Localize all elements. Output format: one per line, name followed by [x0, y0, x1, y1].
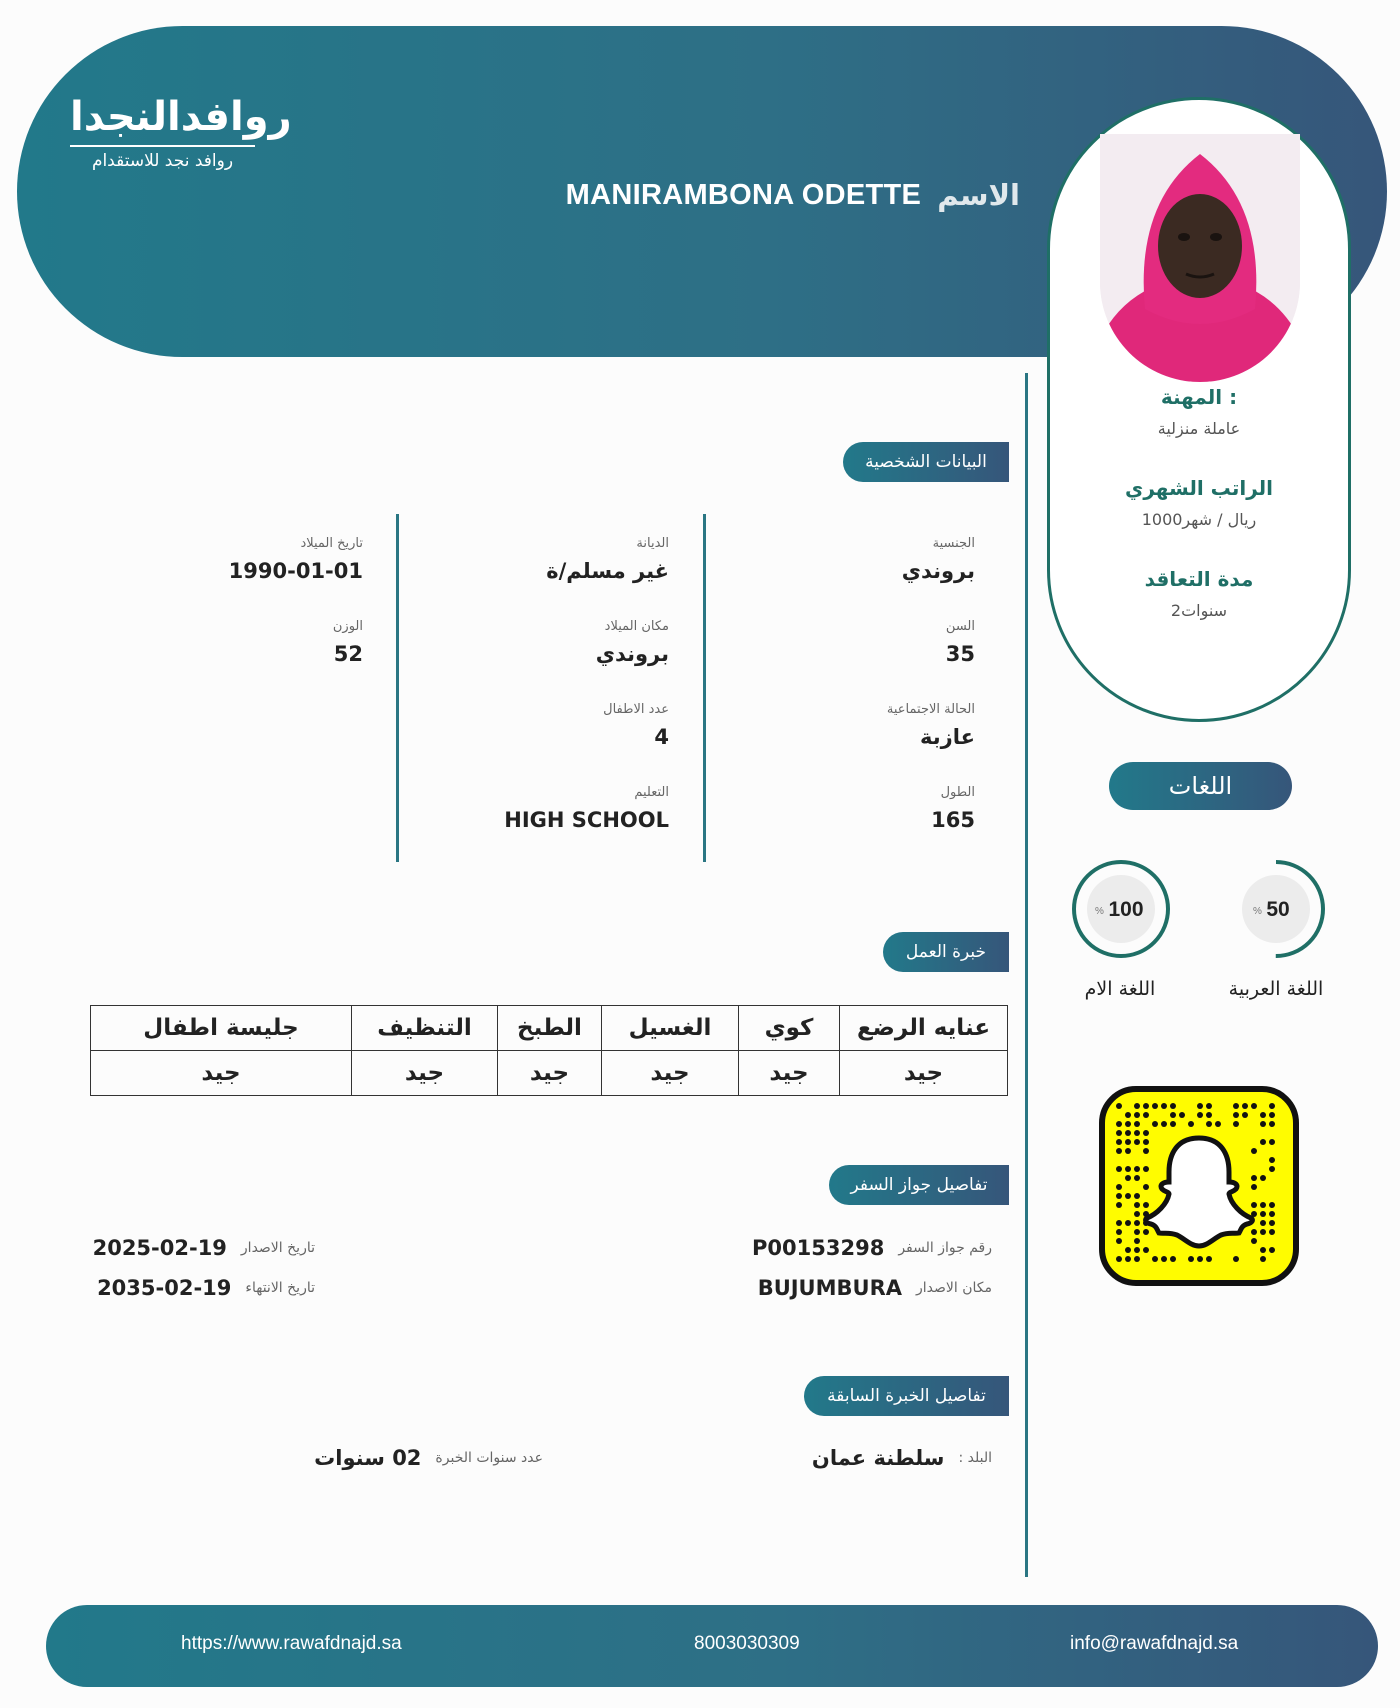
native-language-label: اللغة الام — [1084, 978, 1156, 1000]
field-religion — [546, 536, 669, 583]
field-value: غير مسلم/ة — [546, 559, 669, 583]
field-age — [946, 619, 975, 666]
field-label: الجنسية — [932, 536, 975, 551]
logo-tagline: روافد نجد للاستقدام — [91, 151, 234, 171]
name-row — [566, 178, 1020, 212]
skills-table — [90, 1005, 1008, 1096]
languages-title: اللغات — [1168, 772, 1233, 800]
worker-name: MANIRAMBONA ODETTE — [565, 178, 922, 211]
field-value: بروندي — [595, 642, 669, 666]
field-birthplace — [596, 619, 669, 666]
name-label: الاسم — [937, 178, 1020, 212]
footer-email-link[interactable]: info@rawafdnajd.sa — [1070, 1633, 1239, 1654]
arabic-language-label: اللغة العربية — [1228, 978, 1324, 1000]
previous-country-value: سلطنة عمان — [811, 1446, 945, 1470]
field-label: مكان الميلاد — [604, 619, 669, 634]
section-passport-pill — [829, 1165, 1009, 1205]
skill-rating: جيد — [91, 1051, 352, 1096]
profession-block — [1050, 385, 1348, 438]
salary-value: 1000ريال / شهر — [1141, 510, 1257, 529]
field-label: الحالة الاجتماعية — [886, 702, 975, 717]
previous-years-value: 02 سنوات — [314, 1446, 422, 1470]
field-value: 1990-01-01 — [228, 559, 363, 583]
profile-card — [1047, 97, 1351, 722]
table-row — [91, 1051, 1008, 1096]
passport-issue-row — [93, 1236, 315, 1260]
field-value: 4 — [654, 725, 669, 749]
footer-phone[interactable]: 8003030309 — [694, 1633, 800, 1654]
previous-years-label: عدد سنوات الخبرة — [435, 1450, 543, 1466]
field-weight — [333, 619, 363, 666]
section-passport-title: تفاصيل جواز السفر — [850, 1175, 988, 1195]
skill-header: الغسيل — [602, 1006, 739, 1051]
column-divider — [703, 514, 706, 862]
section-previous-pill — [804, 1376, 1009, 1416]
skill-rating: جيد — [739, 1051, 840, 1096]
field-value: بروندي — [901, 559, 975, 583]
passport-issue-value: 2025-02-19 — [92, 1236, 227, 1260]
skill-rating: جيد — [840, 1051, 1008, 1096]
passport-expiry-value: 2035-02-19 — [97, 1276, 232, 1300]
gauge-unit: % — [1253, 906, 1262, 917]
section-personal-pill — [843, 442, 1009, 482]
skill-header: كوي — [739, 1006, 840, 1051]
field-marital-status — [887, 702, 975, 749]
logo-divider — [70, 145, 255, 147]
gauge-value: 50 — [1266, 898, 1290, 921]
contract-block — [1050, 567, 1348, 620]
field-label: الطول — [940, 785, 975, 800]
skill-rating: جيد — [602, 1051, 739, 1096]
passport-place-value: BUJUMBURA — [757, 1276, 902, 1300]
table-header-row — [91, 1006, 1008, 1051]
timeline-divider — [1025, 373, 1028, 1577]
passport-number-label: رقم جواز السفر — [898, 1240, 992, 1256]
footer-bar — [46, 1605, 1378, 1687]
passport-place-row — [758, 1276, 992, 1300]
profession-value: عاملة منزلية — [1157, 419, 1241, 438]
skill-header: عنايه الرضع — [840, 1006, 1008, 1051]
field-label: الديانة — [636, 536, 669, 551]
section-experience-pill — [883, 932, 1009, 972]
column-divider — [396, 514, 399, 862]
skill-header: التنظيف — [352, 1006, 498, 1051]
field-value: عازبة — [920, 725, 975, 749]
skill-header: جليسة اطفال — [91, 1006, 352, 1051]
salary-label: الراتب الشهري — [1125, 476, 1273, 500]
field-value: 52 — [333, 642, 363, 666]
gauge-value: 100 — [1108, 898, 1144, 921]
section-experience-title: خبرة العمل — [905, 942, 987, 962]
field-label: عدد الاطفال — [603, 702, 669, 717]
gauge-unit: % — [1095, 906, 1104, 917]
field-children — [603, 702, 669, 749]
worker-photo-image — [1100, 134, 1300, 382]
passport-number-row — [752, 1236, 992, 1260]
field-value: 35 — [945, 642, 975, 666]
snapcode-qr[interactable] — [1099, 1086, 1299, 1286]
logo-mark: روافدالنجدا — [70, 94, 292, 140]
profession-label: المهنة : — [1160, 385, 1238, 409]
native-language-gauge — [1070, 858, 1172, 960]
field-birthdate — [229, 536, 363, 583]
field-education — [504, 785, 669, 832]
field-label: السن — [945, 619, 975, 634]
salary-block — [1050, 476, 1348, 529]
field-value: 165 — [931, 808, 975, 832]
previous-years-row — [314, 1446, 543, 1470]
field-label: التعليم — [634, 785, 669, 800]
passport-number-value: P00153298 — [752, 1236, 885, 1260]
skill-rating: جيد — [498, 1051, 602, 1096]
field-value: HIGH SCHOOL — [504, 808, 669, 832]
section-personal-title: البيانات الشخصية — [865, 452, 987, 472]
field-height — [931, 785, 975, 832]
arabic-language-gauge — [1225, 858, 1327, 960]
contract-value: 2سنوات — [1170, 601, 1228, 620]
skill-header: الطبخ — [498, 1006, 602, 1051]
languages-pill — [1109, 762, 1292, 810]
field-nationality — [902, 536, 975, 583]
previous-country-label: البلد : — [958, 1450, 992, 1466]
passport-place-label: مكان الاصدار — [916, 1280, 992, 1296]
worker-photo — [1100, 134, 1300, 382]
field-label: تاريخ الميلاد — [300, 536, 363, 551]
passport-expiry-row — [97, 1276, 315, 1300]
skill-rating: جيد — [352, 1051, 498, 1096]
section-previous-title: تفاصيل الخبرة السابقة — [827, 1386, 986, 1406]
passport-expiry-label: تاريخ الانتهاء — [245, 1280, 315, 1296]
contract-label: مدة التعاقد — [1144, 567, 1254, 591]
previous-country-row — [812, 1446, 992, 1470]
passport-issue-label: تاريخ الاصدار — [240, 1240, 315, 1256]
footer-website-link[interactable]: https://www.rawafdnajd.sa — [181, 1633, 402, 1654]
company-logo — [70, 94, 292, 171]
field-label: الوزن — [332, 619, 363, 634]
